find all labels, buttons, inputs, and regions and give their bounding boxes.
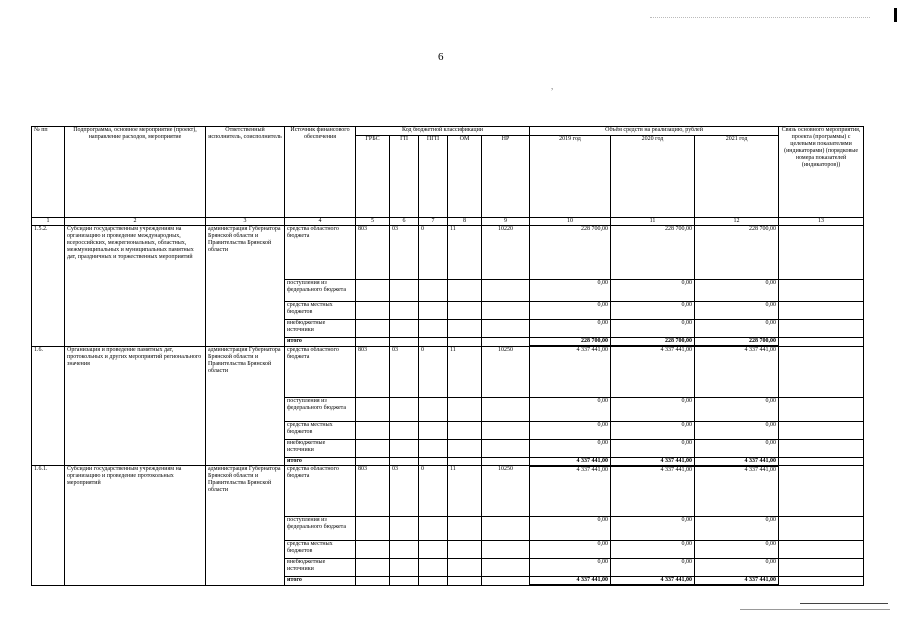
item-executor: администрация Губернатора Брянской области и Правительства Брянской области xyxy=(206,346,285,466)
table-row xyxy=(32,346,864,397)
funding-source: внебюджетные источники xyxy=(285,320,356,338)
amount-2020: 0,00 xyxy=(611,439,695,457)
code-pgp: 0 xyxy=(419,226,448,280)
funding-source: средства местных бюджетов xyxy=(285,541,356,559)
amount-2020: 228 700,00 xyxy=(611,338,695,347)
funding-source: поступления из федерального бюджета xyxy=(285,517,356,541)
column-number: 4 xyxy=(285,218,356,226)
scan-artifact-top xyxy=(650,17,870,18)
amount-2021: 0,00 xyxy=(695,280,779,302)
amount-2020: 0,00 xyxy=(611,320,695,338)
code-grbs: 803 xyxy=(356,466,390,517)
budget-table xyxy=(31,126,864,586)
funding-source: средства местных бюджетов xyxy=(285,421,356,439)
code-grbs xyxy=(356,541,390,559)
code-nr xyxy=(482,541,530,559)
code-nr xyxy=(482,577,530,586)
col-om-header: ОМ xyxy=(448,136,482,218)
code-grbs xyxy=(356,517,390,541)
code-nr xyxy=(482,280,530,302)
funds-header: Объём средств на реализацию, рублей xyxy=(530,127,779,136)
code-pgp xyxy=(419,439,448,457)
code-gp xyxy=(390,541,419,559)
code-om: 11 xyxy=(448,346,482,397)
amount-2021: 0,00 xyxy=(695,320,779,338)
indicator-link xyxy=(779,559,864,577)
code-om xyxy=(448,559,482,577)
code-pgp xyxy=(419,280,448,302)
amount-2019: 0,00 xyxy=(530,439,611,457)
col-pgp-header: ПГП xyxy=(419,136,448,218)
column-number: 8 xyxy=(448,218,482,226)
amount-2021: 4 337 441,00 xyxy=(695,466,779,517)
code-grbs: 803 xyxy=(356,346,390,397)
code-nr: 10220 xyxy=(482,226,530,280)
funding-source: итого xyxy=(285,577,356,586)
amount-2019: 0,00 xyxy=(530,421,611,439)
code-nr xyxy=(482,559,530,577)
amount-2021: 0,00 xyxy=(695,439,779,457)
code-nr xyxy=(482,397,530,421)
amount-2020: 0,00 xyxy=(611,421,695,439)
amount-2020: 0,00 xyxy=(611,397,695,421)
amount-2021: 4 337 441,00 xyxy=(695,457,779,466)
code-gp xyxy=(390,302,419,320)
funding-source: поступления из федерального бюджета xyxy=(285,397,356,421)
funding-source: средства областного бюджета xyxy=(285,346,356,397)
header-row-1 xyxy=(32,127,864,136)
amount-2020: 0,00 xyxy=(611,559,695,577)
item-number: 1.6. xyxy=(32,346,65,466)
col-gp-header: ГП xyxy=(390,136,419,218)
page-number: 6 xyxy=(438,51,444,63)
indicator-link xyxy=(779,280,864,302)
item-number: 1.5.2. xyxy=(32,226,65,347)
code-nr xyxy=(482,302,530,320)
code-nr xyxy=(482,517,530,541)
code-pgp xyxy=(419,541,448,559)
amount-2019: 4 337 441,00 xyxy=(530,346,611,397)
col-grbs-header: ГРБС xyxy=(356,136,390,218)
code-pgp xyxy=(419,517,448,541)
code-pgp: 0 xyxy=(419,466,448,517)
amount-2020: 0,00 xyxy=(611,541,695,559)
amount-2021: 0,00 xyxy=(695,541,779,559)
amount-2019: 228 700,00 xyxy=(530,338,611,347)
amount-2019: 0,00 xyxy=(530,320,611,338)
code-gp xyxy=(390,280,419,302)
scan-line xyxy=(740,609,890,610)
indicator-link xyxy=(779,346,864,397)
table-row xyxy=(32,466,864,517)
amount-2021: 0,00 xyxy=(695,517,779,541)
amount-2020: 0,00 xyxy=(611,280,695,302)
amount-2019: 4 337 441,00 xyxy=(530,577,611,586)
col-num-header: № пп xyxy=(32,127,65,218)
amount-2019: 0,00 xyxy=(530,517,611,541)
code-grbs xyxy=(356,338,390,347)
indicator-link xyxy=(779,320,864,338)
code-pgp: 0 xyxy=(419,346,448,397)
amount-2019: 0,00 xyxy=(530,559,611,577)
code-pgp xyxy=(419,320,448,338)
amount-2021: 0,00 xyxy=(695,559,779,577)
col-2021-header: 2021 год xyxy=(695,136,779,218)
amount-2019: 4 337 441,00 xyxy=(530,466,611,517)
indicator-link xyxy=(779,541,864,559)
code-grbs xyxy=(356,280,390,302)
code-grbs xyxy=(356,559,390,577)
indicator-link xyxy=(779,421,864,439)
amount-2020: 4 337 441,00 xyxy=(611,457,695,466)
indicator-link xyxy=(779,226,864,280)
code-om xyxy=(448,338,482,347)
column-number: 13 xyxy=(779,218,864,226)
amount-2021: 228 700,00 xyxy=(695,226,779,280)
code-om xyxy=(448,421,482,439)
code-grbs xyxy=(356,397,390,421)
table-body xyxy=(32,226,864,586)
column-number: 9 xyxy=(482,218,530,226)
column-number: 3 xyxy=(206,218,285,226)
column-number: 2 xyxy=(65,218,206,226)
col-2019-header: 2019 год xyxy=(530,136,611,218)
amount-2020: 0,00 xyxy=(611,517,695,541)
code-om xyxy=(448,439,482,457)
funding-source: средства областного бюджета xyxy=(285,466,356,517)
amount-2019: 228 700,00 xyxy=(530,226,611,280)
code-nr xyxy=(482,421,530,439)
indicator-link xyxy=(779,466,864,517)
col-executor-header: Ответственный исполнитель, соисполнитель xyxy=(206,127,285,218)
code-nr xyxy=(482,320,530,338)
funding-source: итого xyxy=(285,338,356,347)
code-nr: 10250 xyxy=(482,466,530,517)
code-pgp xyxy=(419,577,448,586)
item-name: Субсидии государственным учреждениям на организацию и проведение международных, всероссийских, межрегиональных, областных, межмуниципальных и муниципальных памятных дат, праздничных и торжественных мероприятий xyxy=(65,226,206,347)
code-nr xyxy=(482,457,530,466)
code-pgp xyxy=(419,302,448,320)
column-number: 11 xyxy=(611,218,695,226)
code-nr: 10250 xyxy=(482,346,530,397)
item-name: Организация и проведение памятных дат, протокольных и других мероприятий регионального значения xyxy=(65,346,206,466)
scan-speck: , xyxy=(551,81,554,91)
code-grbs xyxy=(356,320,390,338)
indicator-link xyxy=(779,439,864,457)
code-om xyxy=(448,280,482,302)
indicator-link xyxy=(779,517,864,541)
code-gp: 03 xyxy=(390,346,419,397)
amount-2021: 228 700,00 xyxy=(695,338,779,347)
amount-2020: 4 337 441,00 xyxy=(611,577,695,586)
code-pgp xyxy=(419,559,448,577)
column-numbers-row xyxy=(32,218,864,226)
code-pgp xyxy=(419,338,448,347)
amount-2019: 0,00 xyxy=(530,541,611,559)
code-om xyxy=(448,541,482,559)
table-row xyxy=(32,226,864,280)
column-number: 6 xyxy=(390,218,419,226)
code-gp xyxy=(390,421,419,439)
amount-2020: 0,00 xyxy=(611,302,695,320)
col-link-header: Связь основного мероприятия, проекта (программы) с целевыми показателями (индикаторами) (порядковые номера показателей (индикаторов)) xyxy=(779,127,864,218)
code-nr xyxy=(482,439,530,457)
code-gp xyxy=(390,517,419,541)
code-om xyxy=(448,397,482,421)
column-number: 7 xyxy=(419,218,448,226)
item-name: Субсидии государственным учреждениям на организацию и проведение протокольных мероприятий xyxy=(65,466,206,586)
code-gp xyxy=(390,439,419,457)
funding-source: итого xyxy=(285,457,356,466)
code-grbs xyxy=(356,421,390,439)
funding-source: внебюджетные источники xyxy=(285,559,356,577)
code-gp xyxy=(390,397,419,421)
amount-2021: 4 337 441,00 xyxy=(695,346,779,397)
code-gp xyxy=(390,577,419,586)
code-grbs xyxy=(356,302,390,320)
indicator-link xyxy=(779,338,864,347)
indicator-link xyxy=(779,457,864,466)
code-om xyxy=(448,302,482,320)
amount-2019: 0,00 xyxy=(530,302,611,320)
code-pgp xyxy=(419,421,448,439)
code-grbs xyxy=(356,457,390,466)
code-grbs xyxy=(356,577,390,586)
column-number: 5 xyxy=(356,218,390,226)
code-om xyxy=(448,577,482,586)
funding-source: средства областного бюджета xyxy=(285,226,356,280)
code-om: 11 xyxy=(448,466,482,517)
amount-2019: 0,00 xyxy=(530,280,611,302)
funding-source: внебюджетные источники xyxy=(285,439,356,457)
code-grbs: 803 xyxy=(356,226,390,280)
amount-2020: 228 700,00 xyxy=(611,226,695,280)
code-gp xyxy=(390,559,419,577)
amount-2021: 0,00 xyxy=(695,302,779,320)
code-gp: 03 xyxy=(390,226,419,280)
code-om xyxy=(448,517,482,541)
funding-source: поступления из федерального бюджета xyxy=(285,280,356,302)
col-2020-header: 2020 год xyxy=(611,136,695,218)
amount-2021: 4 337 441,00 xyxy=(695,577,779,586)
code-gp xyxy=(390,457,419,466)
indicator-link xyxy=(779,302,864,320)
item-number: 1.6.1. xyxy=(32,466,65,586)
col-source-header: Источник финансового обеспечения xyxy=(285,127,356,218)
amount-2021: 0,00 xyxy=(695,421,779,439)
amount-2019: 0,00 xyxy=(530,397,611,421)
code-grbs xyxy=(356,439,390,457)
amount-2020: 4 337 441,00 xyxy=(611,346,695,397)
col-nr-header: НР xyxy=(482,136,530,218)
funding-source: средства местных бюджетов xyxy=(285,302,356,320)
code-gp xyxy=(390,320,419,338)
indicator-link xyxy=(779,577,864,586)
code-gp xyxy=(390,338,419,347)
column-number: 10 xyxy=(530,218,611,226)
code-pgp xyxy=(419,457,448,466)
column-number: 1 xyxy=(32,218,65,226)
code-nr xyxy=(482,338,530,347)
column-number: 12 xyxy=(695,218,779,226)
item-executor: администрация Губернатора Брянской области и Правительства Брянской области xyxy=(206,466,285,586)
code-om xyxy=(448,457,482,466)
col-subprogram-header: Подпрограмма, основное мероприятие (проект), направление расходов, мероприятие xyxy=(65,127,206,218)
scan-line xyxy=(800,603,888,604)
amount-2019: 4 337 441,00 xyxy=(530,457,611,466)
amount-2021: 0,00 xyxy=(695,397,779,421)
amount-2020: 4 337 441,00 xyxy=(611,466,695,517)
indicator-link xyxy=(779,397,864,421)
item-executor: администрация Губернатора Брянской области и Правительства Брянской области xyxy=(206,226,285,347)
budget-code-header: Код бюджетной классификации xyxy=(356,127,530,136)
code-pgp xyxy=(419,397,448,421)
scan-mark xyxy=(894,8,897,22)
code-om xyxy=(448,320,482,338)
code-om: 11 xyxy=(448,226,482,280)
code-gp: 03 xyxy=(390,466,419,517)
